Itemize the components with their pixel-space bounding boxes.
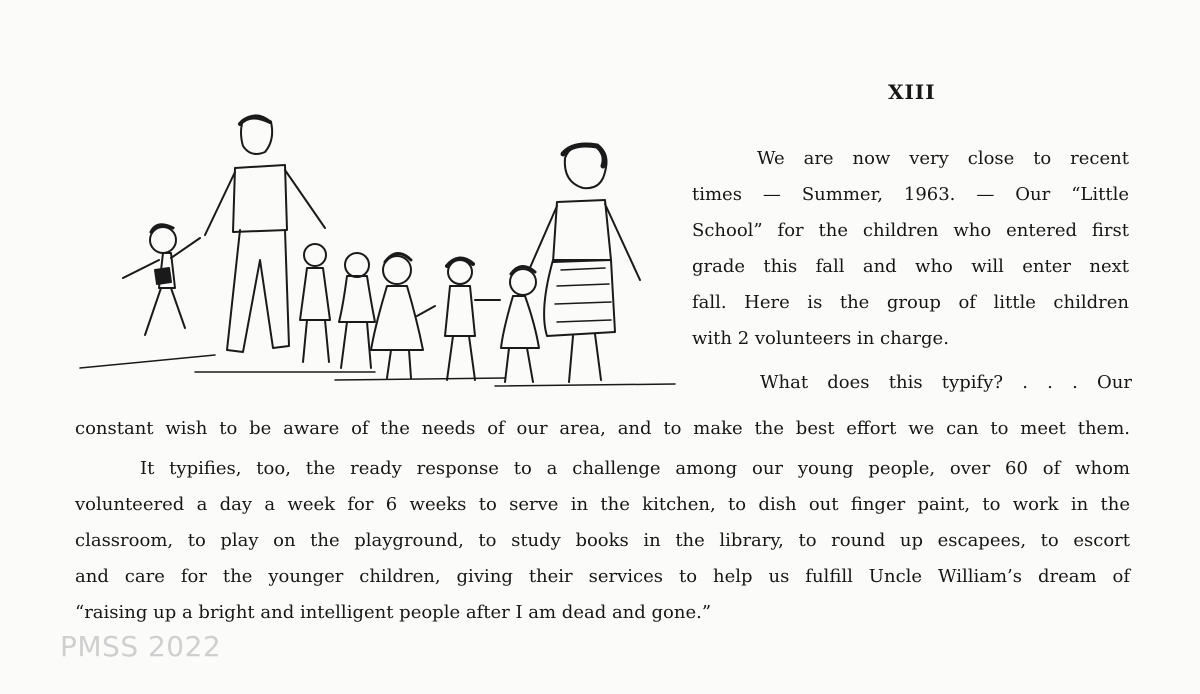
paragraph-1-line: fall. Here is the group of little children xyxy=(692,292,1129,313)
paragraph-2-line: What does this typify? . . . Our xyxy=(760,372,1132,393)
paragraph-3-line: and care for the younger children, giving their services to help us fulfill Uncle William’s dream of xyxy=(75,566,1130,587)
watermark: PMSS 2022 xyxy=(60,630,222,663)
paragraph-1-line: School” for the children who entered first xyxy=(692,220,1129,241)
paragraph-3-line: classroom, to play on the playground, to study books in the library, to round up escapees, to escort xyxy=(75,530,1130,551)
chapter-heading: XIII xyxy=(888,80,936,104)
paragraph-2-line: constant wish to be aware of the needs of our area, and to make the best effort we can to meet them. xyxy=(75,418,1130,439)
paragraph-1-line: grade this fall and who will enter next xyxy=(692,256,1129,277)
paragraph-3-line: volunteered a day a week for 6 weeks to serve in the kitchen, to dish out finger paint, to work in the xyxy=(75,494,1130,515)
paragraph-1-line: with 2 volunteers in charge. xyxy=(692,328,949,349)
paragraph-1-line: We are now very close to recent xyxy=(757,148,1129,169)
paragraph-1-line: times — Summer, 1963. — Our “Little xyxy=(692,184,1129,205)
paragraph-3-line: It typifies, too, the ready response to a challenge among our young people, over 60 of whom xyxy=(140,458,1130,479)
children-with-volunteers-illustration xyxy=(75,110,680,400)
paragraph-3-line: “raising up a bright and intelligent people after I am dead and gone.” xyxy=(75,602,712,623)
